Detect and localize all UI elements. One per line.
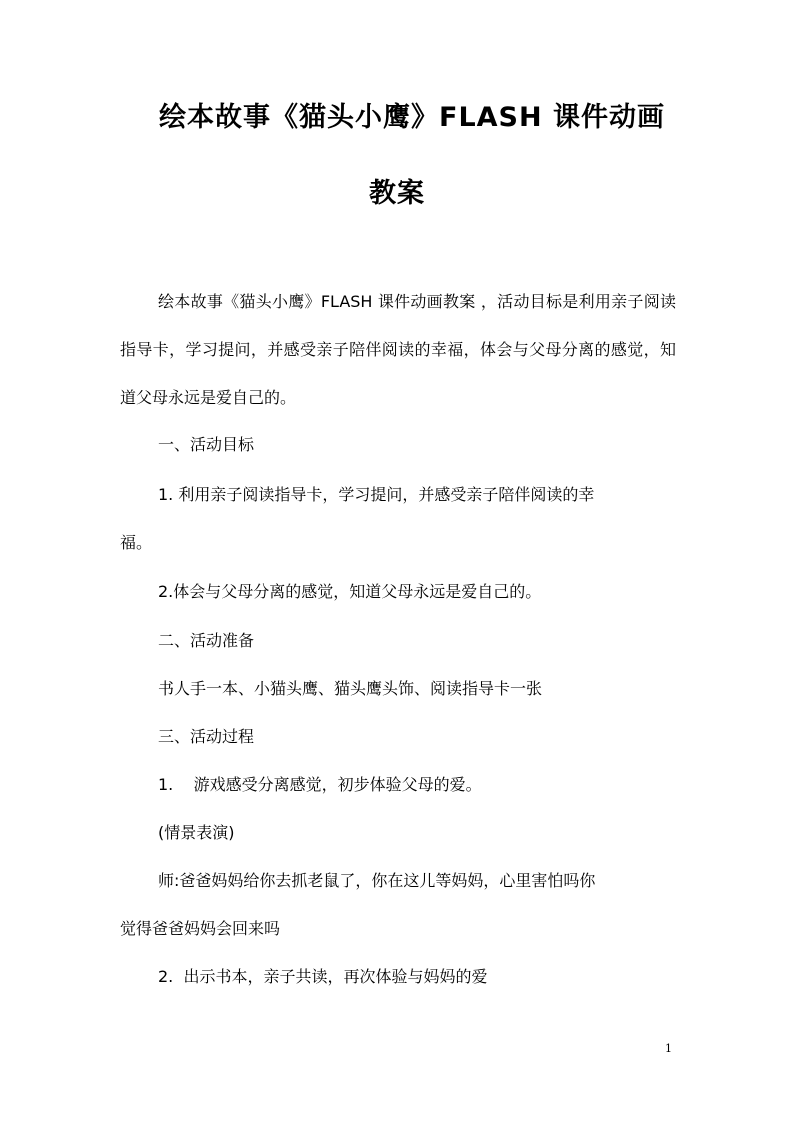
goal-item-1-line-2: 福。 bbox=[120, 533, 153, 552]
document-title-line-1: 绘本故事《猫头小鹰》FLASH 课件动画 bbox=[159, 102, 665, 133]
materials-list: 书人手一本、小猫头鹰、猫头鹰头饰、阅读指导卡一张 bbox=[158, 679, 543, 698]
teacher-line-1: 师:爸爸妈妈给你去抓老鼠了，你在这儿等妈妈，心里害怕吗你 bbox=[158, 871, 596, 890]
process-step-2: 2. 出示书本，亲子共读，再次体验与妈妈的爱 bbox=[158, 967, 488, 986]
scene-label: (情景表演) bbox=[158, 823, 235, 842]
section-heading-process: 三、活动过程 bbox=[158, 727, 255, 746]
goal-item-1-line-1: 1. 利用亲子阅读指导卡，学习提问，并感受亲子陪伴阅读的幸 bbox=[158, 485, 595, 504]
intro-paragraph: 绘本故事《猫头小鹰》FLASH 课件动画教案 ，活动目标是利用亲子阅读指导卡，学习提问，并感受亲子陪伴阅读的幸福，体会与父母分离的感觉，知道父母永远是爱自己的。 bbox=[120, 292, 676, 407]
section-heading-preparation: 二、活动准备 bbox=[158, 631, 255, 650]
process-step-1: 1. 游戏感受分离感觉，初步体验父母的爱。 bbox=[158, 775, 482, 794]
teacher-line-2: 觉得爸爸妈妈会回来吗 bbox=[120, 919, 281, 938]
goal-item-2: 2.体会与父母分离的感觉，知道父母永远是爱自己的。 bbox=[158, 582, 542, 601]
section-heading-goals: 一、活动目标 bbox=[158, 435, 255, 454]
page-number: 1 bbox=[665, 1042, 672, 1055]
document-title-line-2: 教案 bbox=[369, 178, 425, 209]
